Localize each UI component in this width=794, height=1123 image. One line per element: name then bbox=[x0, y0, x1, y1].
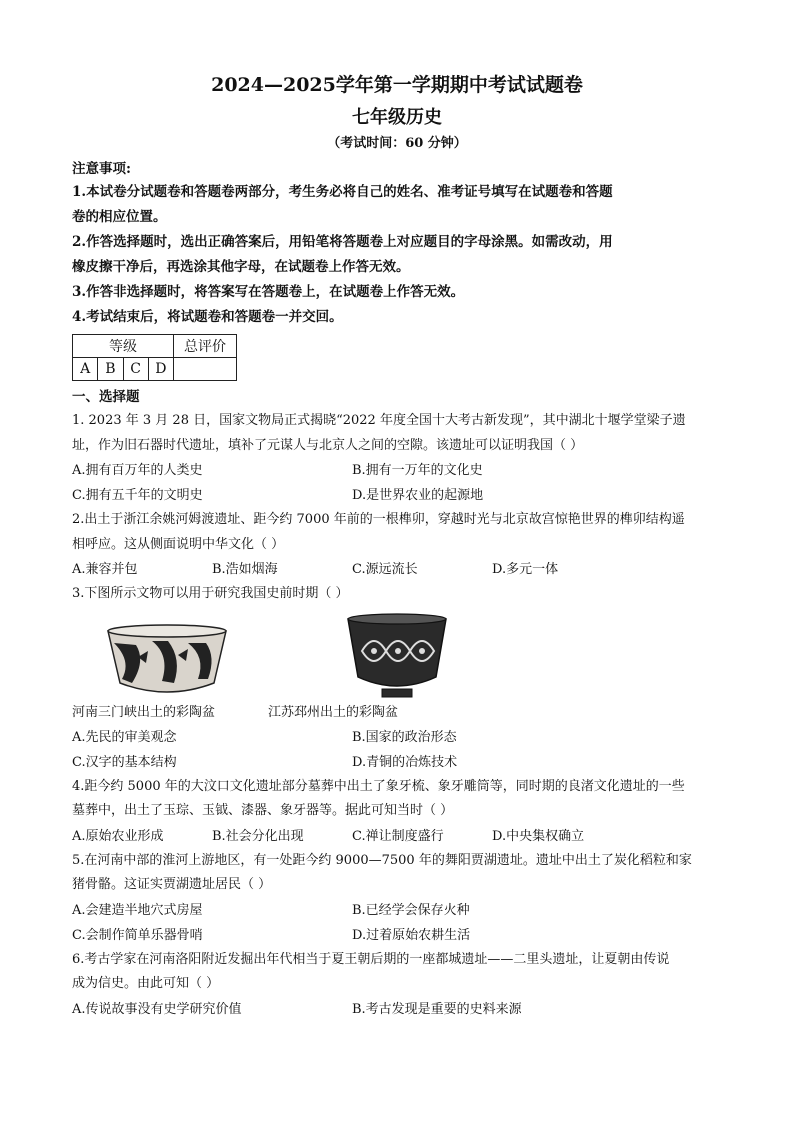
exam-page bbox=[72, 62, 722, 1022]
exam-title: 2024—2025学年第一学期期中考试试题卷 bbox=[211, 74, 583, 96]
question-line: 猪骨骼。这证实贾湖遗址居民（ ） bbox=[72, 877, 272, 892]
pottery-basin-pizhou bbox=[302, 611, 492, 701]
question-line: 3.下图所示文物可以用于研究我国史前时期（ ） bbox=[72, 586, 349, 601]
note-line: 橡皮擦干净后，再选涂其他字母，在试题卷上作答无效。 bbox=[72, 259, 410, 275]
option-d: D.中央集权确立 bbox=[492, 828, 585, 844]
options-row bbox=[72, 725, 722, 750]
painted-pottery-image-1 bbox=[102, 621, 232, 701]
question-line: 2.出土于浙江余姚河姆渡遗址、距今约 7000 年前的一根榫卯，穿越时光与北京故宫惊艳世界的榫卯结构遥 bbox=[72, 512, 685, 527]
exam-subject: 七年级历史 bbox=[352, 107, 442, 128]
note-line: 1.本试卷分试题卷和答题卷两部分，考生务必将自己的姓名、准考证号填写在试题卷和答题 bbox=[72, 184, 613, 200]
option-c: C.源远流长 bbox=[352, 562, 418, 577]
option-a: A.原始农业形成 bbox=[72, 828, 164, 844]
section-heading: 一、选择题 bbox=[72, 389, 140, 405]
option-b: B.已经学会保存火种 bbox=[352, 902, 470, 918]
question-line: 5.在河南中部的淮河上游地区，有一处距今约 9000—7500 年的舞阳贾湖遗址。遗址中出土了炭化稻粒和家 bbox=[72, 852, 692, 868]
option-b: B.社会分化出现 bbox=[212, 828, 304, 844]
artifact-images bbox=[72, 611, 722, 701]
option-a: A.会建造半地穴式房屋 bbox=[72, 902, 203, 918]
option-a: A.先民的审美观念 bbox=[72, 729, 177, 745]
option-c: C.禅让制度盛行 bbox=[352, 828, 444, 844]
note-line: 4.考试结束后，将试题卷和答题卷一并交回。 bbox=[72, 309, 343, 325]
total-header: 总评价 bbox=[174, 335, 237, 358]
question-4 bbox=[72, 775, 722, 849]
grade-cell-b: B bbox=[98, 358, 123, 381]
option-b: B.拥有一万年的文化史 bbox=[352, 463, 483, 478]
notes-heading: 注意事项: bbox=[72, 161, 131, 177]
caption-1: 河南三门峡出土的彩陶盆 bbox=[72, 704, 216, 720]
option-c: C.汉字的基本结构 bbox=[72, 754, 177, 770]
question-line: 墓葬中，出土了玉琮、玉钺、漆器、象牙器等。据此可知当时（ ） bbox=[72, 803, 454, 818]
option-d: D.多元一体 bbox=[492, 562, 559, 577]
question-1 bbox=[72, 409, 722, 508]
option-a: A.传说故事没有史学研究价值 bbox=[72, 1001, 242, 1017]
question-line: 相呼应。这从侧面说明中华文化（ ） bbox=[72, 536, 285, 552]
notes-list bbox=[72, 180, 722, 330]
question-5 bbox=[72, 849, 722, 948]
question-2 bbox=[72, 508, 722, 582]
option-c: C.拥有五千年的文明史 bbox=[72, 488, 203, 503]
options-row bbox=[72, 483, 722, 508]
options-row bbox=[72, 923, 722, 948]
grade-table bbox=[72, 334, 237, 381]
question-line: 4.距今约 5000 年的大汶口文化遗址部分墓葬中出土了象牙梳、象牙雕筒等，同时期的良渚文化遗址的一些 bbox=[72, 778, 685, 794]
option-a: A.兼容并包 bbox=[72, 562, 138, 577]
option-b: B.考古发现是重要的史料来源 bbox=[352, 1001, 522, 1017]
option-d: D.是世界农业的起源地 bbox=[352, 488, 484, 503]
question-line: 成为信史。由此可知（ ） bbox=[72, 976, 220, 991]
question-line: 6.考古学家在河南洛阳附近发掘出年代相当于夏王朝后期的一座都城遗址——二里头遗址，让夏朝由传说 bbox=[72, 951, 670, 967]
question-line: 址，作为旧石器时代遗址，填补了元谋人与北京人之间的空隙。该遗址可以证明我国（ ） bbox=[72, 437, 584, 453]
grade-cell-d: D bbox=[148, 358, 173, 381]
exam-duration: （考试时间：60 分钟） bbox=[327, 136, 467, 151]
option-b: B.国家的政治形态 bbox=[352, 729, 457, 745]
total-cell bbox=[174, 358, 237, 381]
question-6 bbox=[72, 948, 722, 1022]
grade-cell-a: A bbox=[73, 358, 98, 381]
option-b: B.浩如烟海 bbox=[212, 562, 278, 577]
note-line: 2.作答选择题时，选出正确答案后，用铅笔将答题卷上对应题目的字母涂黑。如需改动，用 bbox=[72, 234, 613, 250]
question-line: 1. 2023 年 3 月 28 日，国家文物局正式揭晓“2022 年度全国十大考古新发现”，其中湖北十堰学堂梁子遗 bbox=[72, 413, 686, 428]
caption-2: 江苏邳州出土的彩陶盆 bbox=[268, 704, 399, 720]
options-row bbox=[72, 458, 722, 483]
options-row bbox=[72, 997, 722, 1022]
options-row bbox=[72, 898, 722, 923]
note-line: 3.作答非选择题时，将答案写在答题卷上，在试题卷上作答无效。 bbox=[72, 284, 465, 300]
grade-header: 等级 bbox=[73, 335, 174, 358]
option-d: D.过着原始农耕生活 bbox=[352, 927, 471, 943]
grade-cell-c: C bbox=[123, 358, 148, 381]
option-d: D.青铜的冶炼技术 bbox=[352, 754, 458, 770]
options-row bbox=[72, 824, 722, 849]
note-line: 卷的相应位置。 bbox=[72, 209, 167, 225]
painted-pottery-image-2 bbox=[342, 611, 452, 701]
image-captions bbox=[72, 701, 722, 725]
option-a: A.拥有百万年的人类史 bbox=[72, 463, 203, 478]
question-3 bbox=[72, 582, 722, 775]
option-c: C.会制作简单乐器骨哨 bbox=[72, 927, 203, 943]
options-row bbox=[72, 750, 722, 775]
pottery-basin-sanmenxia bbox=[72, 621, 262, 701]
options-row bbox=[72, 557, 722, 582]
